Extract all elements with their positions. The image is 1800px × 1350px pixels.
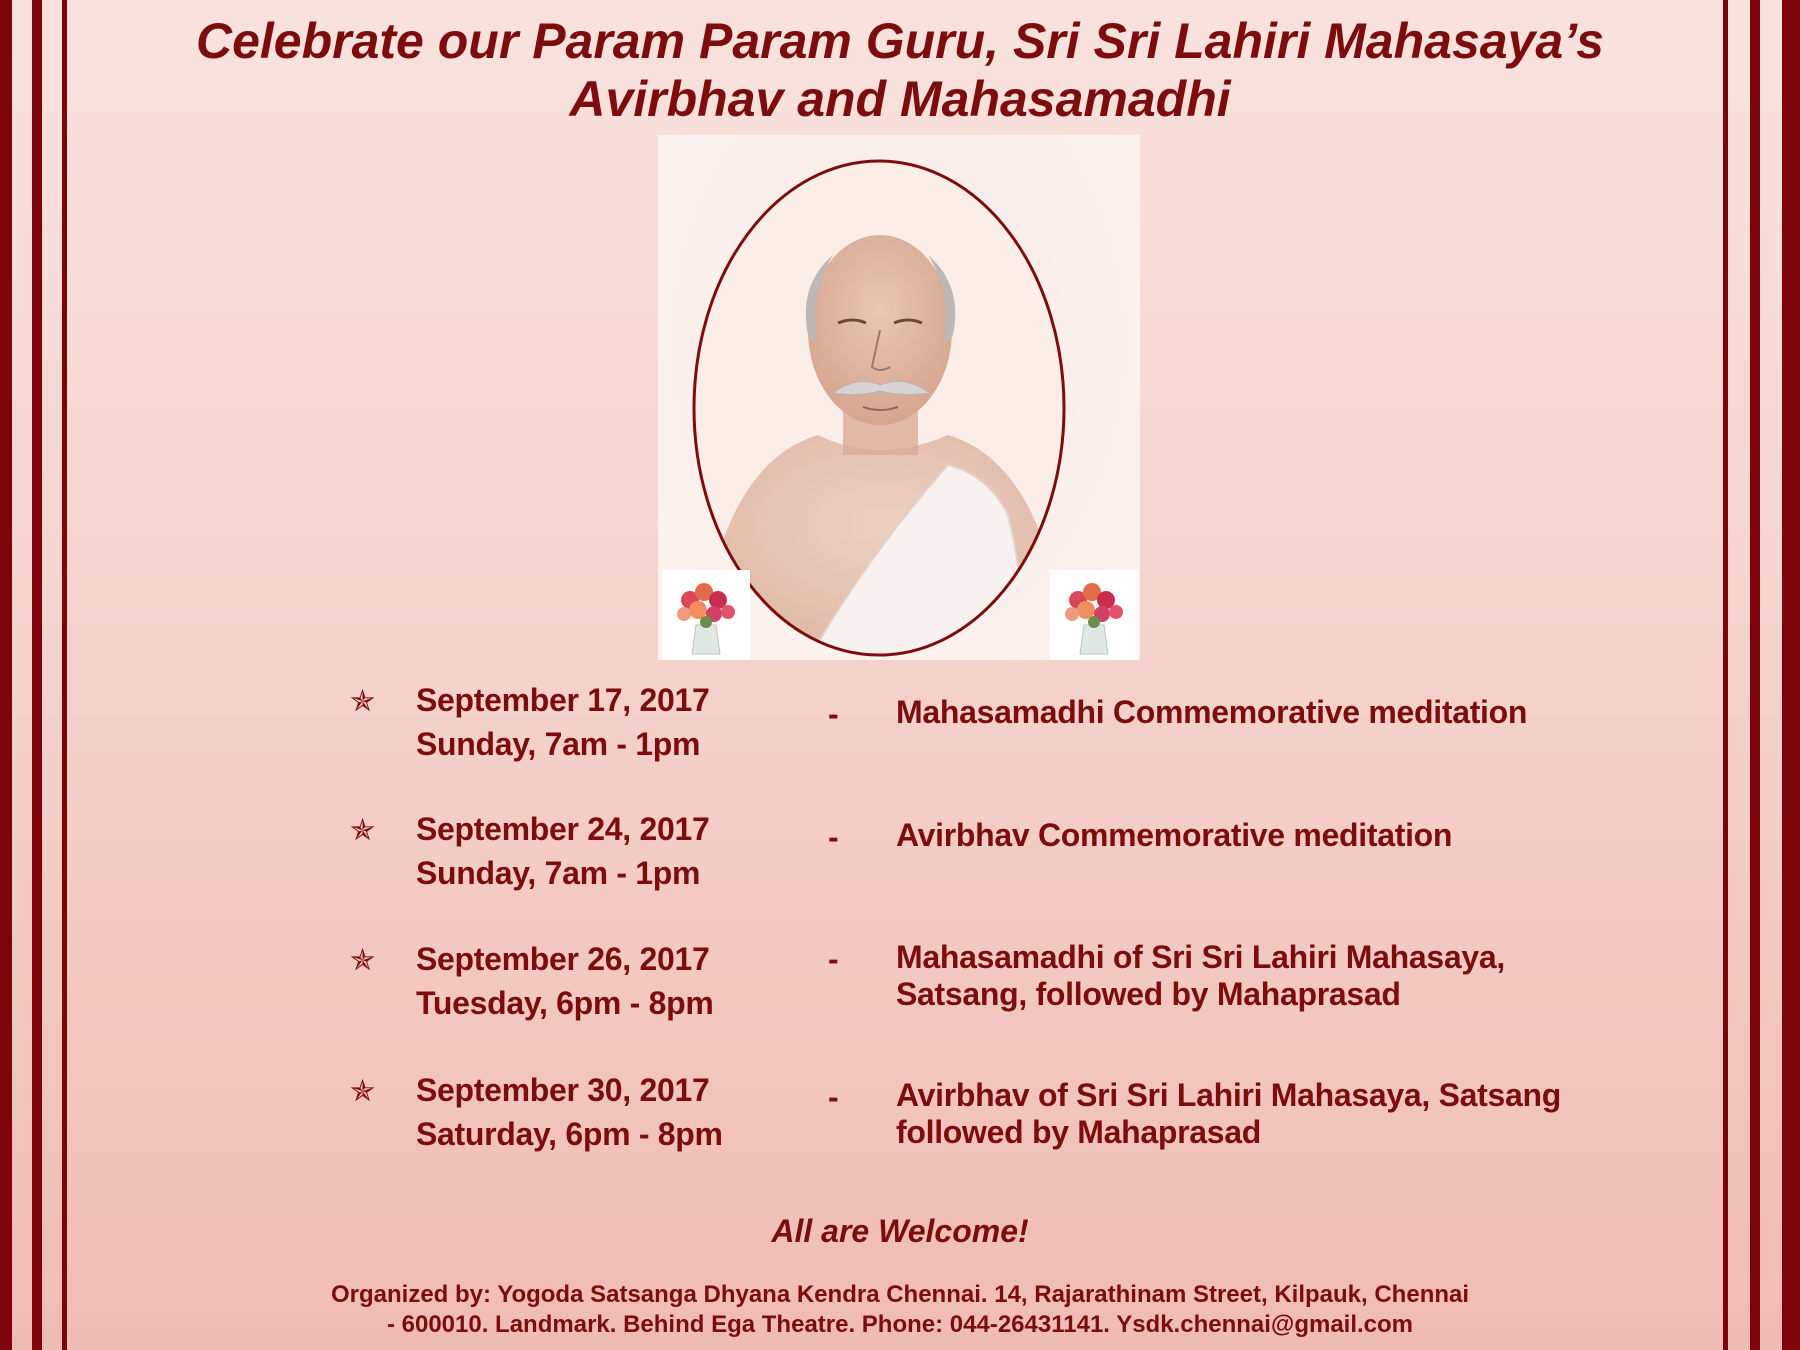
event-dash: - — [828, 819, 839, 855]
event-time: Saturday, 6pm - 8pm — [416, 1116, 723, 1152]
event-description — [896, 694, 1756, 731]
event-description-line: followed by Mahaprasad — [896, 1114, 1262, 1150]
event-dash: - — [828, 1079, 839, 1115]
event-description-line: Mahasamadhi of Sri Sri Lahiri Mahasaya, — [896, 939, 1505, 975]
event-date: September 24, 2017 — [416, 811, 710, 847]
event-description-line: Satsang, followed by Mahaprasad — [896, 976, 1401, 1012]
star-icon: ✯ — [350, 814, 376, 847]
event-time: Tuesday, 6pm - 8pm — [416, 985, 714, 1021]
star-icon: ✯ — [350, 1075, 376, 1108]
event-time: Sunday, 7am - 1pm — [416, 726, 701, 762]
event-date: September 30, 2017 — [416, 1072, 710, 1108]
star-icon: ✯ — [350, 944, 376, 977]
footer-line-2: - 600010. Landmark. Behind Ega Theatre. Phone: 044-26431141. Ysdk.chennai@gmail.com — [386, 1311, 1414, 1338]
event-description-line: Avirbhav Commemorative meditation — [896, 817, 1453, 853]
event-description-line: Avirbhav of Sri Sri Lahiri Mahasaya, Satsang — [896, 1077, 1561, 1113]
event-dash: - — [828, 941, 839, 977]
event-description-line: Mahasamadhi Commemorative meditation — [896, 694, 1528, 730]
title-line-1: Celebrate our Param Param Guru, Sri Sri Lahiri Mahasaya’s — [195, 13, 1604, 69]
footer-line-1: Organized by: Yogoda Satsanga Dhyana Kendra Chennai. 14, Rajarathinam Street, Kilpauk, Chennai — [330, 1281, 1470, 1308]
welcome-message: All are Welcome! — [771, 1213, 1029, 1249]
star-icon: ✯ — [350, 685, 376, 718]
organizer-footer — [200, 1280, 1600, 1340]
event-description — [896, 1077, 1756, 1151]
title-line-2: Avirbhav and Mahasamadhi — [569, 71, 1231, 127]
event-date: September 26, 2017 — [416, 941, 710, 977]
event-time: Sunday, 7am - 1pm — [416, 855, 701, 891]
event-description — [896, 817, 1756, 854]
event-dash: - — [828, 696, 839, 732]
event-description — [896, 939, 1756, 1013]
event-date: September 17, 2017 — [416, 682, 710, 718]
